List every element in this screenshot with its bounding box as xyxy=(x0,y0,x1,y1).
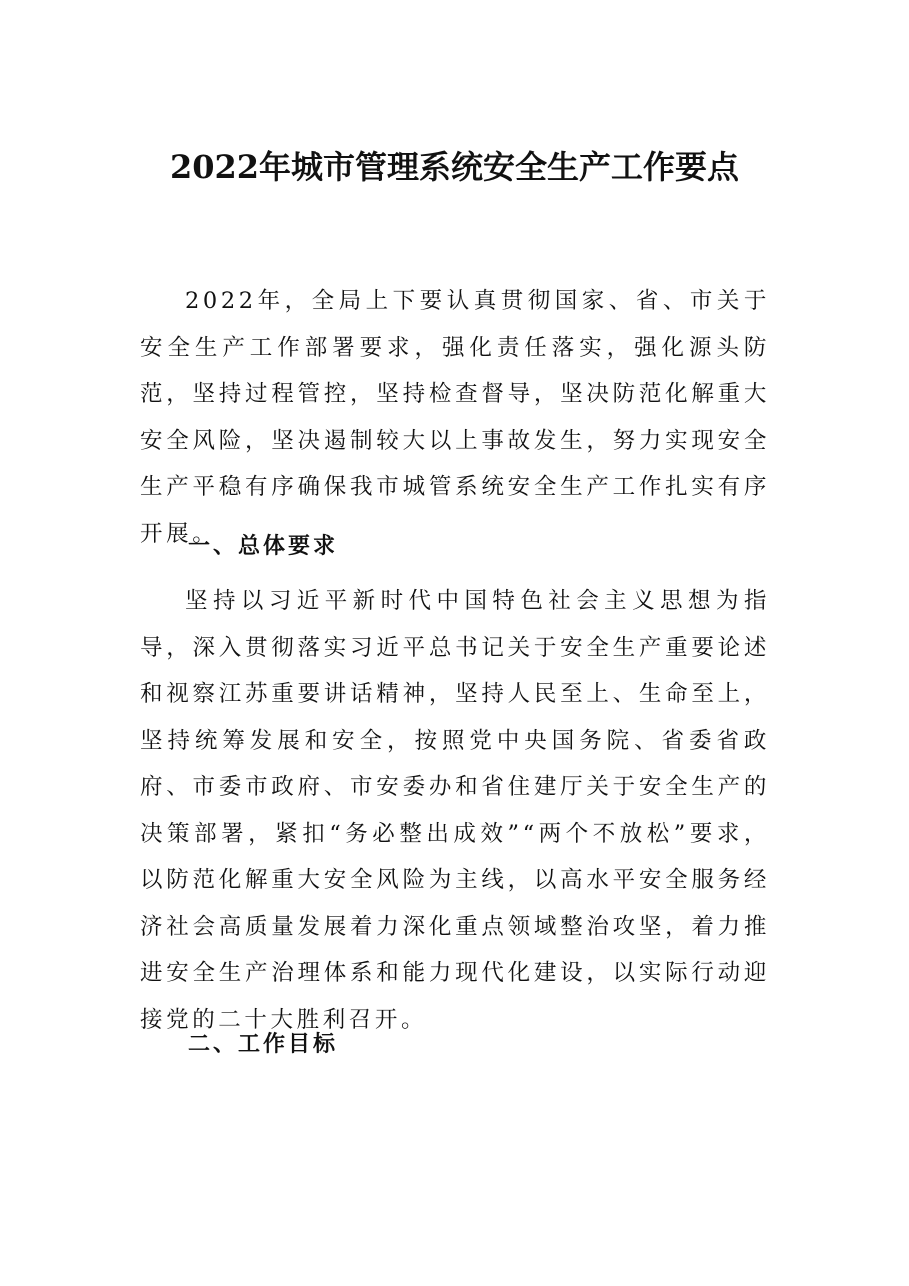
section-heading-general-requirements: 一、总体要求 xyxy=(188,534,339,559)
section-paragraph-general-requirements: 坚持以习近平新时代中国特色社会主义思想为指导，深入贯彻落实习近平总书记关于安全生产重要论述和视察江苏重要讲话精神，坚持人民至上、生命至上，坚持统筹发展和安全，按照党中央国务院、省委省政府、市委市政府、市安委办和省住建厅关于安全生产的决策部署，紧扣“务必整出成效”“两个不放松”要求，以防范化解重大安全风险为主线，以高水平安全服务经济社会高质量发展着力深化重点领域整治攻坚，着力推进安全生产治理体系和能力现代化建设，以实际行动迎接党的二十大胜利召开。 xyxy=(140,588,770,1033)
document-title: 2022年城市管理系统安全生产工作要点 xyxy=(169,148,740,186)
section-heading-work-goals: 二、工作目标 xyxy=(188,1032,339,1057)
intro-paragraph: 2022年，全局上下要认真贯彻国家、省、市关于安全生产工作部署要求，强化责任落实，强化源头防范，坚持过程管控，坚持检查督导，坚决防范化解重大安全风险，坚决遏制较大以上事故发生，努力实现安全生产平稳有序确保我市城管系统安全生产工作扎实有序开展。 xyxy=(140,288,770,547)
